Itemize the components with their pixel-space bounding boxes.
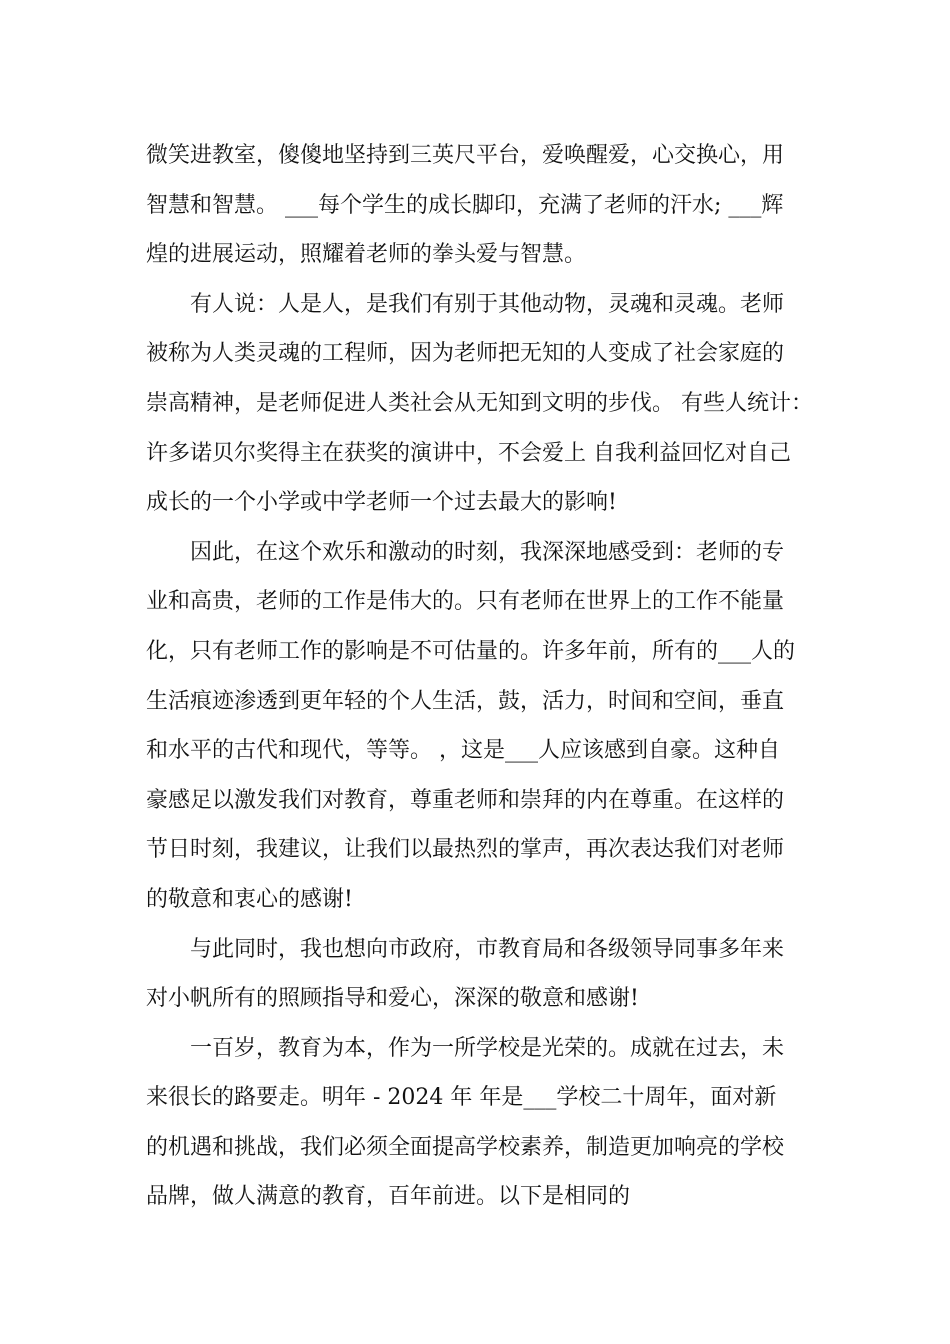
text-line-20: 来很长的路要走。明年 - 2024 年 年是___学校二十周年，面对新 bbox=[146, 1085, 777, 1111]
text-line-6: 崇高精神，是老师促进人类社会从无知到文明的步伐。 有些人统计： bbox=[146, 390, 813, 416]
text-line-8: 成长的一个小学或中学老师一个过去最大的影响! bbox=[146, 490, 617, 516]
text-line-12: 生活痕迹渗透到更年轻的个人生活，鼓，活力，时间和空间，垂直 bbox=[146, 688, 785, 714]
text-line-9: 因此，在这个欢乐和激动的时刻，我深深地感受到：老师的专 bbox=[146, 539, 785, 565]
text-line-16: 的敬意和衷心的感谢! bbox=[146, 886, 353, 912]
text-line-13: 和水平的古代和现代，等等。 ，这是___人应该感到自豪。这种自 bbox=[146, 738, 780, 764]
text-line-2: 智慧和智慧。 ___每个学生的成长脚印，充满了老师的汗水; ___辉 bbox=[146, 192, 784, 218]
text-line-7: 许多诺贝尔奖得主在获奖的演讲中，不会爱上 自我利益回忆对自己 bbox=[146, 440, 791, 466]
text-line-10: 业和高贵，老师的工作是伟大的。只有老师在世界上的工作不能量 bbox=[146, 589, 785, 615]
text-line-14: 豪感足以激发我们对教育，尊重老师和崇拜的内在尊重。在这样的 bbox=[146, 787, 785, 813]
text-line-17: 与此同时，我也想向市政府，市教育局和各级领导同事多年来 bbox=[146, 936, 785, 962]
text-line-11: 化，只有老师工作的影响是不可估量的。许多年前，所有的___人的 bbox=[146, 638, 796, 664]
text-line-21: 的机遇和挑战，我们必须全面提高学校素养，制造更加响亮的学校 bbox=[146, 1134, 785, 1160]
text-line-22: 品牌，做人满意的教育，百年前进。以下是相同的 bbox=[146, 1184, 631, 1210]
text-line-5: 被称为人类灵魂的工程师，因为老师把无知的人变成了社会家庭的 bbox=[146, 341, 785, 367]
text-line-4: 有人说：人是人，是我们有别于其他动物，灵魂和灵魂。老师 bbox=[146, 291, 785, 317]
text-line-18: 对小帆所有的照顾指导和爱心，深深的敬意和感谢! bbox=[146, 986, 639, 1012]
text-line-1: 微笑进教室，傻傻地坚持到三英尺平台，爱唤醒爱，心交换心，用 bbox=[146, 143, 785, 168]
text-line-3: 煌的进展运动，照耀着老师的拳头爱与智慧。 bbox=[146, 242, 587, 268]
text-line-15: 节日时刻，我建议，让我们以最热烈的掌声，再次表达我们对老师 bbox=[146, 837, 785, 863]
document-body bbox=[146, 131, 816, 1222]
text-line-19: 一百岁，教育为本，作为一所学校是光荣的。成就在过去，未 bbox=[146, 1035, 785, 1061]
